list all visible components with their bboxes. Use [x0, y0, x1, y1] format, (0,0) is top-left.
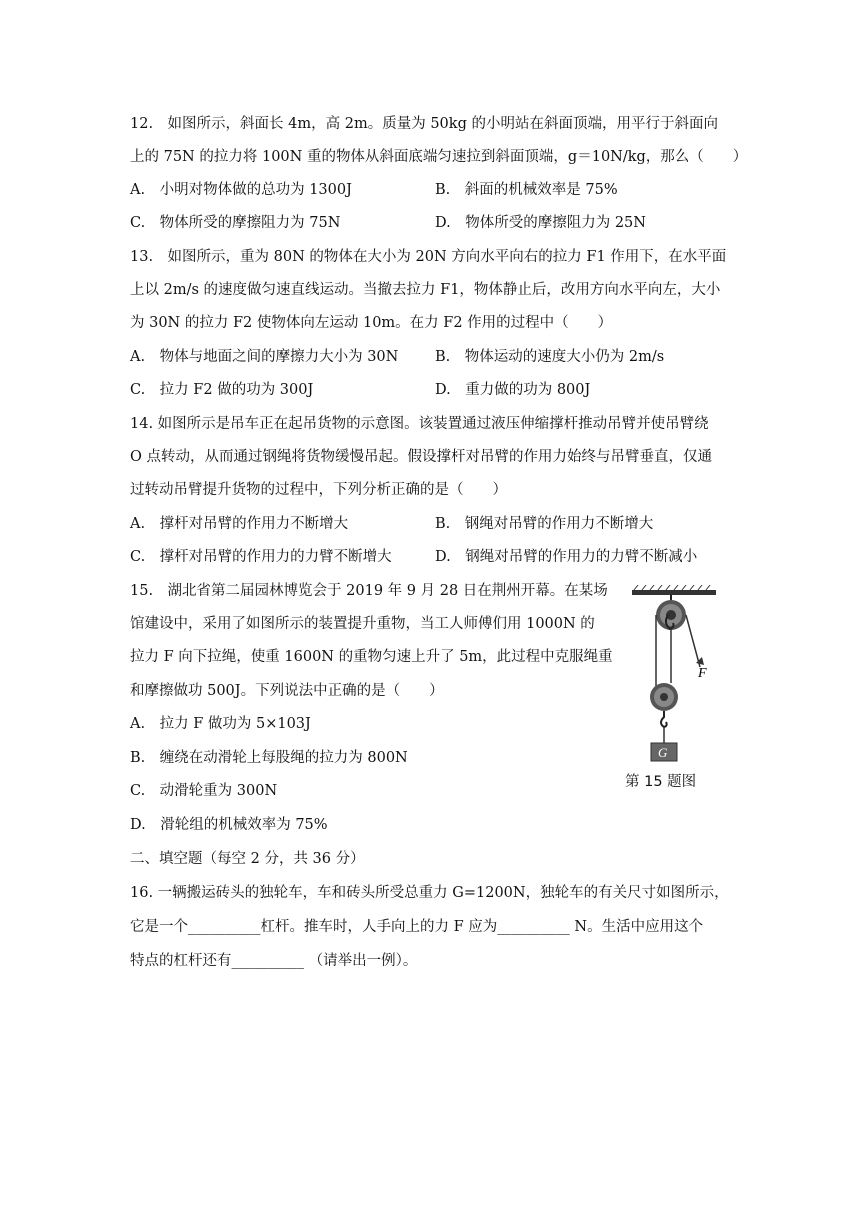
- ceiling-bar: [632, 590, 716, 595]
- q16-line3: 特点的杠杆还有__________ （请举出一例）。: [130, 953, 418, 969]
- q14-option-c: C. 撑杆对吊臂的作用力的力臂不断增大: [130, 549, 392, 565]
- q15-line4: 和摩擦做功 500J。下列说法中正确的是（ ）: [130, 683, 444, 699]
- section-heading: 二、填空题（每空 2 分，共 36 分）: [130, 851, 365, 867]
- q14-line1: 14. 如图所示是吊车正在起吊货物的示意图。该装置通过液压伸缩撑杆推动吊臂并使吊臂绕: [130, 416, 709, 432]
- q12-option-c: C. 物体所受的摩擦阻力为 75N: [130, 215, 341, 231]
- q15-option-b: B. 缠绕在动滑轮上每股绳的拉力为 800N: [130, 750, 408, 766]
- q13-line2: 上以 2m/s 的速度做匀速直线运动。当撤去拉力 F1，物体静止后，改用方向水平向左，大小: [130, 282, 721, 298]
- q15-option-d: D. 滑轮组的机械效率为 75%: [130, 817, 328, 833]
- q16-line1: 16. 一辆搬运砖头的独轮车，车和砖头所受总重力 G=1200N，独轮车的有关尺寸如图所示，: [130, 885, 729, 901]
- q14-option-d: D. 钢绳对吊臂的作用力的力臂不断减小: [435, 549, 698, 565]
- figure-caption: 第 15 题图: [625, 774, 697, 790]
- q14-line2: O 点转动，从而通过钢绳将货物缓慢吊起。假设撑杆对吊臂的作用力始终与吊臂垂直，仅通: [130, 449, 712, 465]
- q12-option-d: D. 物体所受的摩擦阻力为 25N: [435, 215, 646, 231]
- q14-option-b: B. 钢绳对吊臂的作用力不断增大: [435, 516, 654, 532]
- q16-line2: 它是一个__________杠杆。推车时，人手向上的力 F 应为__________ N。生活中应用这个: [130, 919, 704, 935]
- q13-line1: 13. 如图所示，重为 80N 的物体在大小为 20N 方向水平向右的拉力 F1 作用下，在水平面: [130, 249, 727, 265]
- q12-line1: 12. 如图所示，斜面长 4m，高 2m。质量为 50kg 的小明站在斜面顶端，用平行于斜面向: [130, 116, 718, 132]
- pulley-figure: [618, 585, 728, 795]
- q15-option-a: A. 拉力 F 做功为 5×103J: [130, 716, 311, 732]
- q13-option-b: B. 物体运动的速度大小仍为 2m/s: [435, 349, 665, 365]
- q15-option-c: C. 动滑轮重为 300N: [130, 783, 278, 799]
- q13-line3: 为 30N 的拉力 F2 使物体向左运动 10m。在力 F2 作用的过程中（ ）: [130, 315, 613, 331]
- q15-line3: 拉力 F 向下拉绳，使重 1600N 的重物匀速上升了 5m，此过程中克服绳重: [130, 649, 613, 665]
- q12-line2: 上的 75N 的拉力将 100N 重的物体从斜面底端匀速拉到斜面顶端，g＝10N/kg，那么（ ）: [130, 149, 748, 165]
- q15-line2: 馆建设中，采用了如图所示的装置提升重物，当工人师傅们用 1000N 的: [130, 616, 595, 632]
- q13-option-c: C. 拉力 F2 做的功为 300J: [130, 382, 314, 398]
- q14-option-a: A. 撑杆对吊臂的作用力不断增大: [130, 516, 349, 532]
- rope-pull: [686, 615, 700, 667]
- ceiling-hatch: [634, 585, 710, 590]
- q13-option-d: D. 重力做的功为 800J: [435, 382, 591, 398]
- q14-line3: 过转动吊臂提升货物的过程中，下列分析正确的是（ ）: [130, 482, 507, 498]
- q12-option-b: B. 斜面的机械效率是 75%: [435, 182, 618, 198]
- q15-line1: 15. 湖北省第二届园林博览会于 2019 年 9 月 28 日在荆州开幕。在某场: [130, 583, 608, 599]
- weight-label: G: [658, 745, 668, 760]
- q12-option-a: A. 小明对物体做的总功为 1300J: [130, 182, 352, 198]
- force-label: F: [698, 666, 707, 681]
- q13-option-a: A. 物体与地面之间的摩擦力大小为 30N: [130, 349, 399, 365]
